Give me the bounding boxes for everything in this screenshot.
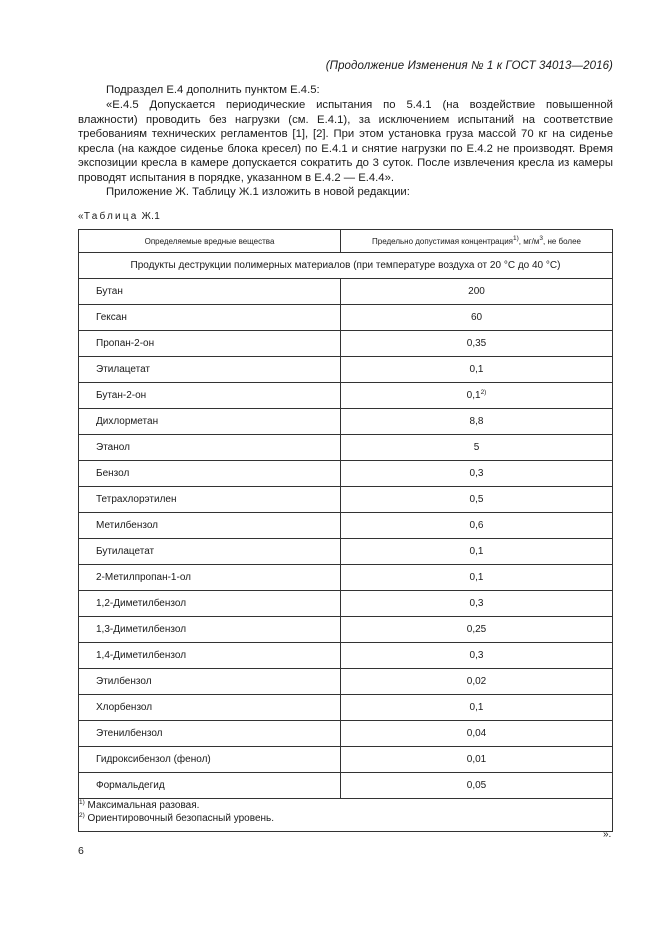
table-row [79, 305, 613, 331]
paragraph-appendix-zh: Приложение Ж. Таблицу Ж.1 изложить в новой редакции: [106, 186, 410, 198]
table-row [79, 747, 613, 773]
table-row [79, 513, 613, 539]
concentration-value [341, 695, 613, 721]
page-number: 6 [78, 845, 84, 857]
footnote-text: Ориентировочный безопасный уровень. [84, 813, 275, 824]
footnote [79, 812, 612, 825]
concentration-value [341, 773, 613, 799]
value-text: 0,1 [466, 390, 481, 401]
substance-name: Пропан-2-он [79, 331, 341, 357]
value-text: 0,3 [469, 598, 484, 609]
concentration-header-text: Предельно допустимая концентрация [372, 236, 514, 246]
concentration-value [341, 435, 613, 461]
substance-name: Бензол [79, 461, 341, 487]
substance-name: 2-Метилпропан-1-ол [79, 565, 341, 591]
table-title-quote: « [78, 211, 84, 222]
concentration-value [341, 331, 613, 357]
substance-name: Этанол [79, 435, 341, 461]
header-footnote-mark: 1) [513, 234, 519, 242]
table-row [79, 279, 613, 305]
table-notes-row [79, 799, 613, 832]
footnote-text: Максимальная разовая. [84, 800, 200, 811]
value-text: 0,35 [466, 338, 487, 349]
substance-name: 1,4-Диметилбензол [79, 643, 341, 669]
value-text: 200 [468, 286, 485, 297]
table-row [79, 617, 613, 643]
table-title [78, 211, 160, 222]
substance-name: Дихлорметан [79, 409, 341, 435]
footnote-mark: 1) [79, 799, 85, 806]
substance-name: Формальдегид [79, 773, 341, 799]
table-row [79, 383, 613, 409]
closing-quote: ». [603, 829, 612, 840]
concentration-value [341, 409, 613, 435]
substance-name: Метилбензол [79, 513, 341, 539]
substance-name: Бутан [79, 279, 341, 305]
paragraph-e45: «Е.4.5 Допускается периодические испытания по 5.4.1 (на воздействие повышенной влажности) проводить без нагрузки (см. Е.4.1), за исключением испытаний на соответствие требованиям технических регламентов [1], [2]. При этом установка груза массой 70 кг на сиденье кресла (на каждое сиденье блока кресел) по Е.4.1 и снятие нагрузки по Е.4.2 не производят. Время экспозиции кресла в камере допускается сократить до 3 суток. После извлечения кресла из камеры проводят испытания в порядке, указанном в Е.4.2 — Е.4.4». [78, 99, 613, 184]
substance-name: 1,2-Диметилбензол [79, 591, 341, 617]
concentration-value [341, 383, 613, 409]
value-text: 0,1 [469, 546, 484, 557]
table-title-number: Ж.1 [141, 211, 161, 222]
table-header-row [79, 230, 613, 253]
table-row [79, 331, 613, 357]
substance-name: 1,3-Диметилбензол [79, 617, 341, 643]
substance-name: Хлорбензол [79, 695, 341, 721]
concentration-value [341, 591, 613, 617]
unit-superscript: 3 [539, 234, 544, 242]
header-tail: , не более [543, 236, 581, 246]
table-row [79, 669, 613, 695]
table-row [79, 721, 613, 747]
table-group-row [79, 253, 613, 279]
substance-name: Этилацетат [79, 357, 341, 383]
value-text: 0,01 [466, 754, 487, 765]
value-text: 0,1 [469, 364, 484, 375]
paragraph-text: Подраздел Е.4 дополнить пунктом Е.4.5: [106, 84, 320, 96]
concentration-value [341, 461, 613, 487]
table-row [79, 773, 613, 799]
table-row [79, 695, 613, 721]
substance-name: Этилбензол [79, 669, 341, 695]
table-row [79, 461, 613, 487]
value-text: 0,25 [466, 624, 487, 635]
group-label: Продукты деструкции полимерных материалов (при температуре воздуха от 20 °С до 40 °С) [79, 253, 613, 279]
table-row [79, 591, 613, 617]
table-row [79, 539, 613, 565]
substance-name: Бутан-2-он [79, 383, 341, 409]
concentration-value [341, 539, 613, 565]
table-row [79, 357, 613, 383]
substance-name: Гексан [79, 305, 341, 331]
concentration-value [341, 487, 613, 513]
substances-table [78, 229, 613, 832]
table-row [79, 409, 613, 435]
value-text: 0,6 [469, 520, 484, 531]
table-row [79, 487, 613, 513]
value-text: 0,02 [466, 676, 487, 687]
unit-text: , мг/м [518, 236, 540, 246]
substance-name: Бутилацетат [79, 539, 341, 565]
value-text: 0,3 [469, 468, 484, 479]
concentration-value [341, 279, 613, 305]
table-row [79, 435, 613, 461]
footnote-mark: 2) [79, 812, 85, 819]
concentration-value [341, 357, 613, 383]
concentration-value [341, 513, 613, 539]
concentration-value [341, 669, 613, 695]
value-text: 60 [470, 312, 483, 323]
paragraph-subsection-e4 [78, 83, 613, 98]
table-row [79, 643, 613, 669]
value-text: 0,3 [469, 650, 484, 661]
substance-name: Этенилбензол [79, 721, 341, 747]
value-text: 0,04 [466, 728, 487, 739]
table-title-word: Таблица [83, 211, 139, 222]
value-footnote-mark: 2) [480, 389, 487, 396]
value-text: 0,1 [469, 702, 484, 713]
table-notes [79, 799, 613, 832]
concentration-value [341, 617, 613, 643]
table-row [79, 565, 613, 591]
footnote [79, 799, 612, 812]
substance-name: Тетрахлорэтилен [79, 487, 341, 513]
concentration-value [341, 643, 613, 669]
document-header: (Продолжение Изменения № 1 к ГОСТ 34013—2016) [325, 60, 613, 72]
value-text: 0,5 [469, 494, 484, 505]
concentration-value [341, 565, 613, 591]
column-header-concentration [341, 230, 613, 253]
value-text: 8,8 [469, 416, 484, 427]
value-text: 5 [473, 442, 480, 453]
concentration-value [341, 747, 613, 773]
value-text: 0,05 [466, 780, 487, 791]
column-header-substances: Определяемые вредные вещества [79, 230, 341, 253]
substance-name: Гидроксибензол (фенол) [79, 747, 341, 773]
concentration-value [341, 305, 613, 331]
value-text: 0,1 [469, 572, 484, 583]
concentration-value [341, 721, 613, 747]
